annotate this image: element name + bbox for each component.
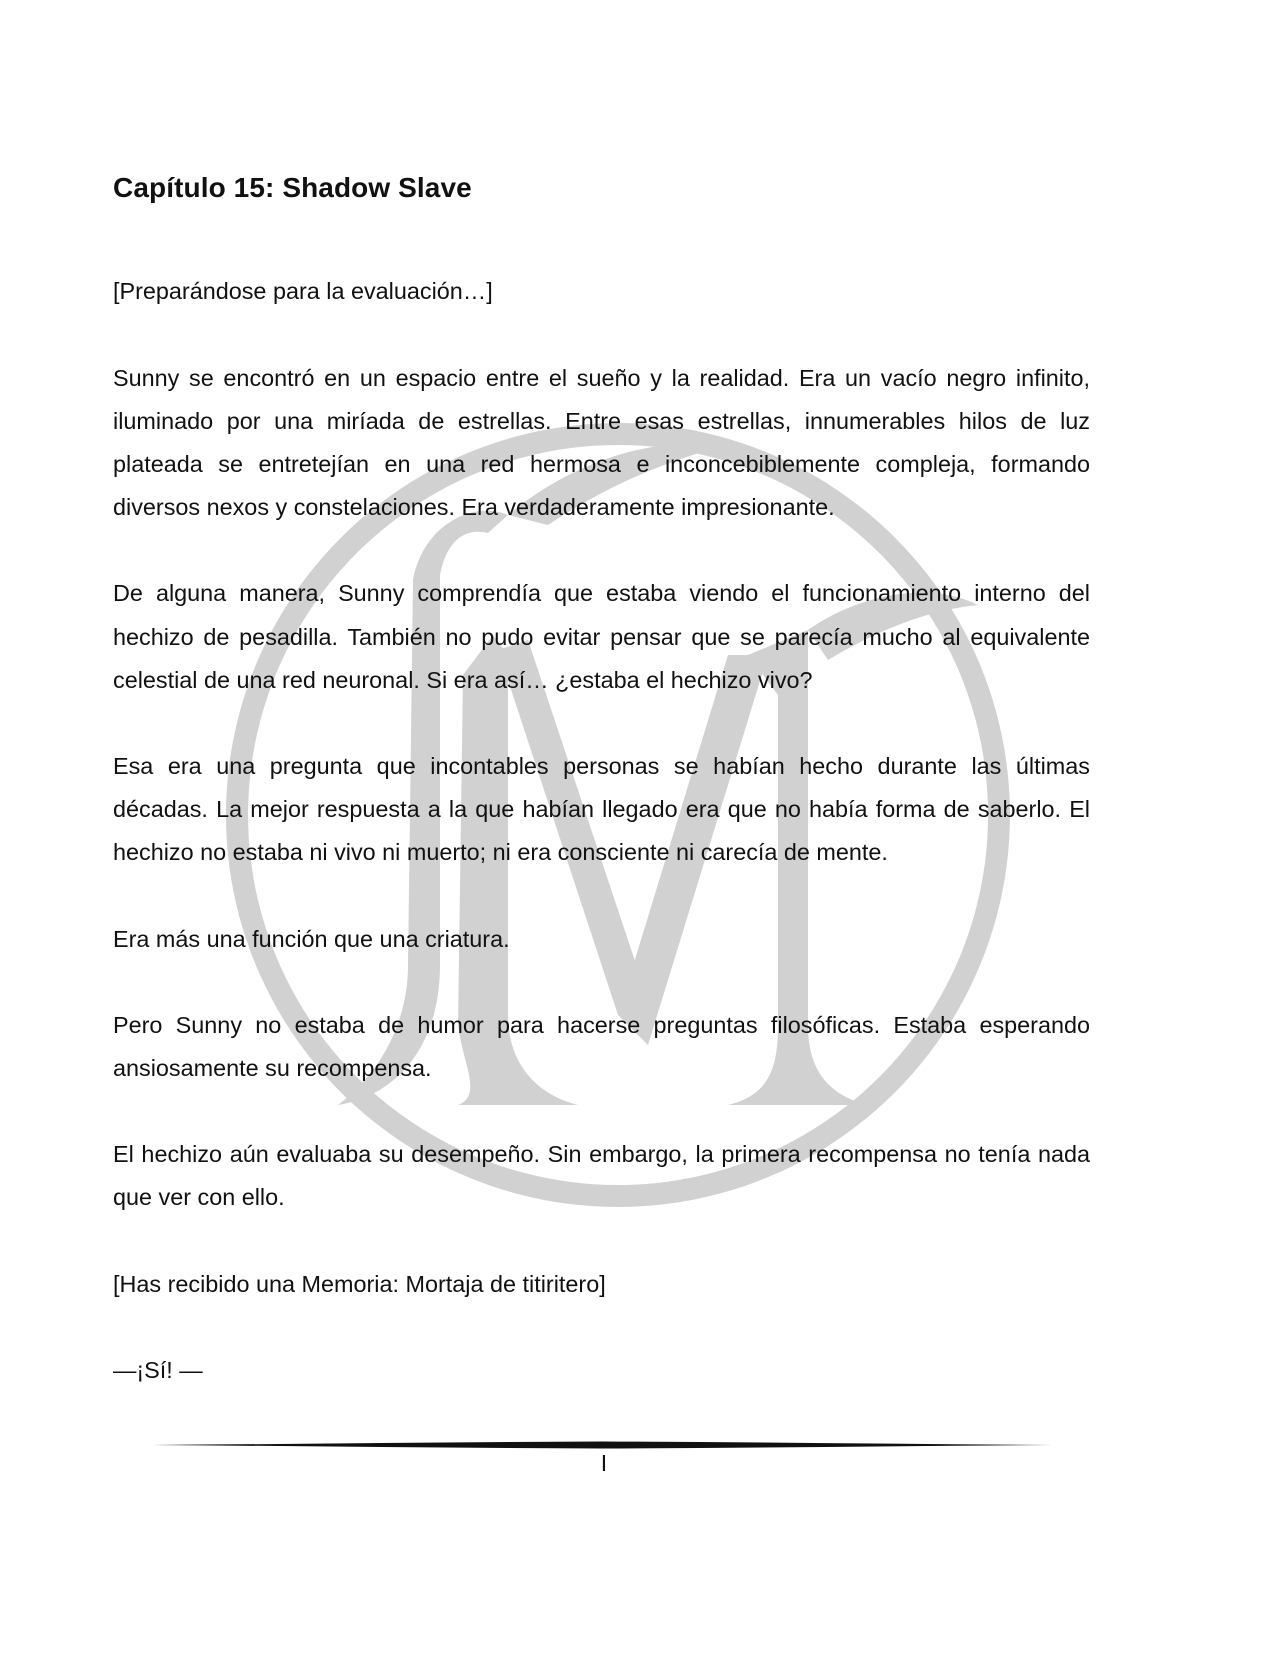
paragraph-system-message: [Preparándose para la evaluación…] <box>113 278 493 305</box>
page-number: I <box>600 1450 608 1476</box>
paragraph: De alguna manera, Sunny comprendía que estaba viendo el funcionamiento interno del hechizo de pesadilla. También no pudo evitar pensar que se parecía mucho al equivalente celestial de una red neuronal. Si era así… ¿estaba el hechizo vivo? <box>113 580 1090 693</box>
paragraph: El hechizo aún evaluaba su desempeño. Sin embargo, la primera recompensa no tenía nada que ver con ello. <box>113 1141 1090 1211</box>
paragraph: Era más una función que una criatura. <box>113 925 510 952</box>
paragraph: Pero Sunny no estaba de humor para hacerse preguntas filosóficas. Estaba esperando ansiosamente su recompensa. <box>113 1011 1090 1082</box>
paragraph: Sunny se encontró en un espacio entre el sueño y la realidad. Era un vacío negro infinito, iluminado por una miríada de estrellas. Entre esas estrellas, innumerables hilos de luz plateada se entretejían en una red hermosa e inconcebiblemente compleja, formando diversos nexos y constelaciones. Era verdaderamente impresionante. <box>113 364 1090 521</box>
document-body <box>113 170 1090 1435</box>
paragraph-dialogue: —¡Sí! — <box>113 1356 203 1383</box>
paragraph: Esa era una pregunta que incontables personas se habían hecho durante las últimas décadas. La mejor respuesta a la que habían llegado era que no había forma de saberlo. El hechizo no estaba ni vivo ni muerto; ni era consciente ni carecía de mente. <box>113 753 1090 866</box>
paragraph-system-message: [Has recibido una Memoria: Mortaja de titiritero] <box>113 1270 606 1297</box>
footer-divider <box>152 1440 1052 1450</box>
chapter-title: Capítulo 15: Shadow Slave <box>113 172 472 203</box>
